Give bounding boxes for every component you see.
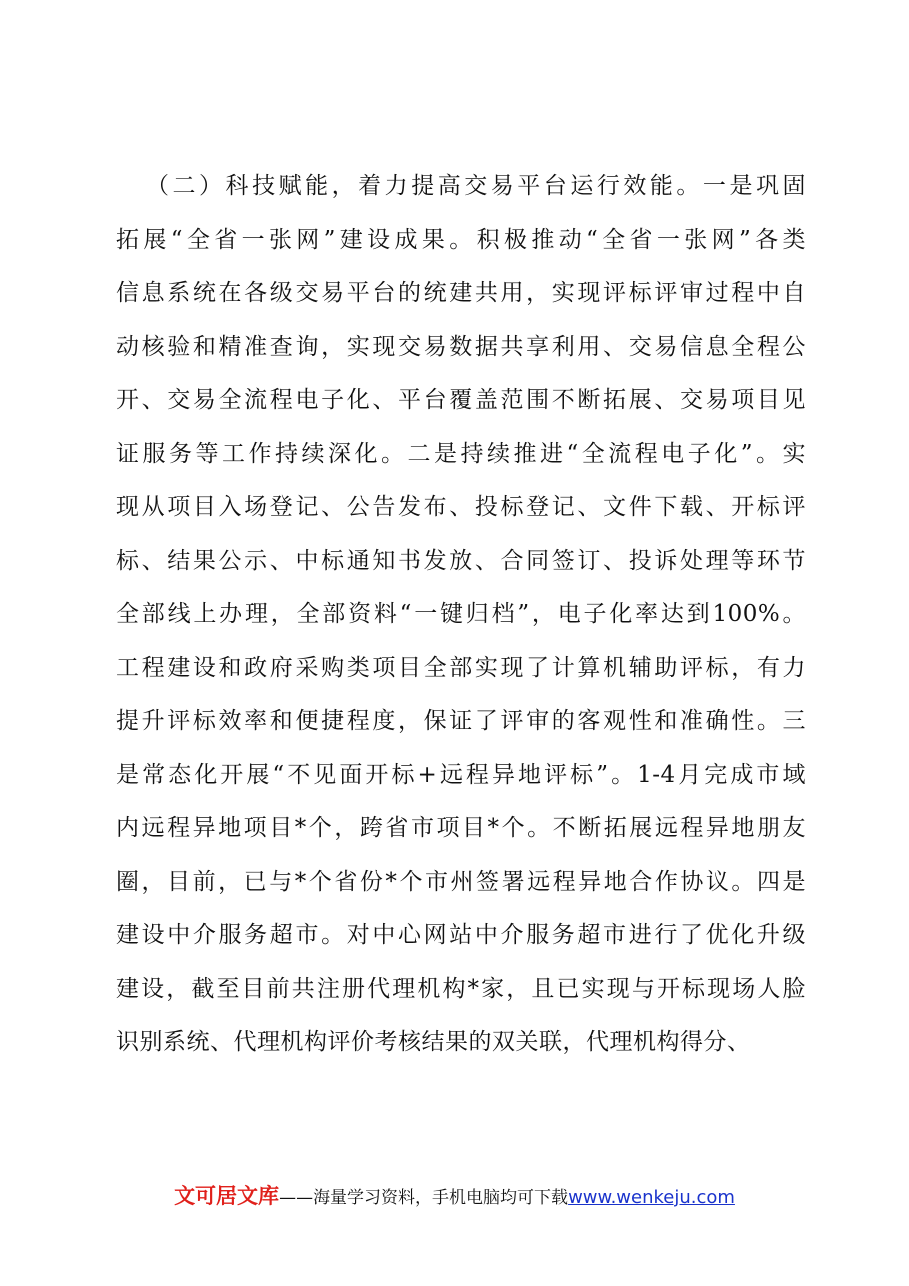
text-line-7: 现从项目入场登记、公告发布、投标登记、文件下载、开标评 bbox=[116, 494, 806, 520]
text-line-5: 开、交易全流程电子化、平台覆盖范围不断拓展、交易项目见 bbox=[116, 387, 806, 413]
footer-brand: 文可居文库 bbox=[174, 1184, 280, 1208]
text-line-1: （二）科技赋能，着力提高交易平台运行效能。一是巩固 bbox=[146, 173, 806, 199]
text-line-4: 动核验和精准查询，实现交易数据共享利用、交易信息全程公 bbox=[116, 333, 806, 360]
text-line-3: 信息系统在各级交易平台的统建共用，实现评标评审过程中自 bbox=[116, 280, 806, 306]
text-line-9: 全部线上办理，全部资料“一键归档”，电子化率达到100%。 bbox=[116, 601, 806, 627]
text-line-10: 工程建设和政府采购类项目全部实现了计算机辅助评标，有力 bbox=[116, 654, 806, 681]
footer-url-link[interactable]: www.wenkeju.com bbox=[568, 1187, 735, 1208]
footer-tagline: ——海量学习资料，手机电脑均可下载 bbox=[279, 1188, 569, 1208]
text-line-16: 建设，截至目前共注册代理机构*家，且已实现与开标现场人脸 bbox=[116, 975, 806, 1002]
text-line-12: 是常态化开展“不见面开标+远程异地评标”。1-4月完成市域 bbox=[116, 761, 806, 788]
text-line-14: 圈，目前，已与*个省份*个市州签署远程异地合作协议。四是 bbox=[116, 868, 806, 895]
text-line-17: 识别系统、代理机构评价考核结果的双关联，代理机构得分、 bbox=[116, 1029, 751, 1055]
text-line-2: 拓展“全省一张网”建设成果。积极推动“全省一张网”各类 bbox=[116, 226, 806, 253]
text-line-13: 内远程异地项目*个，跨省市项目*个。不断拓展远程异地朋友 bbox=[116, 815, 806, 841]
text-line-6: 证服务等工作持续深化。二是持续推进“全流程电子化”。实 bbox=[116, 440, 806, 467]
footer-banner bbox=[0, 1180, 909, 1210]
text-line-11: 提升评标效率和便捷程度，保证了评审的客观性和准确性。三 bbox=[116, 708, 806, 734]
text-line-8: 标、结果公示、中标通知书发放、合同签订、投诉处理等环节 bbox=[116, 547, 806, 574]
body-paragraph bbox=[116, 160, 806, 1070]
text-line-15: 建设中介服务超市。对中心网站中介服务超市进行了优化升级 bbox=[116, 922, 806, 948]
